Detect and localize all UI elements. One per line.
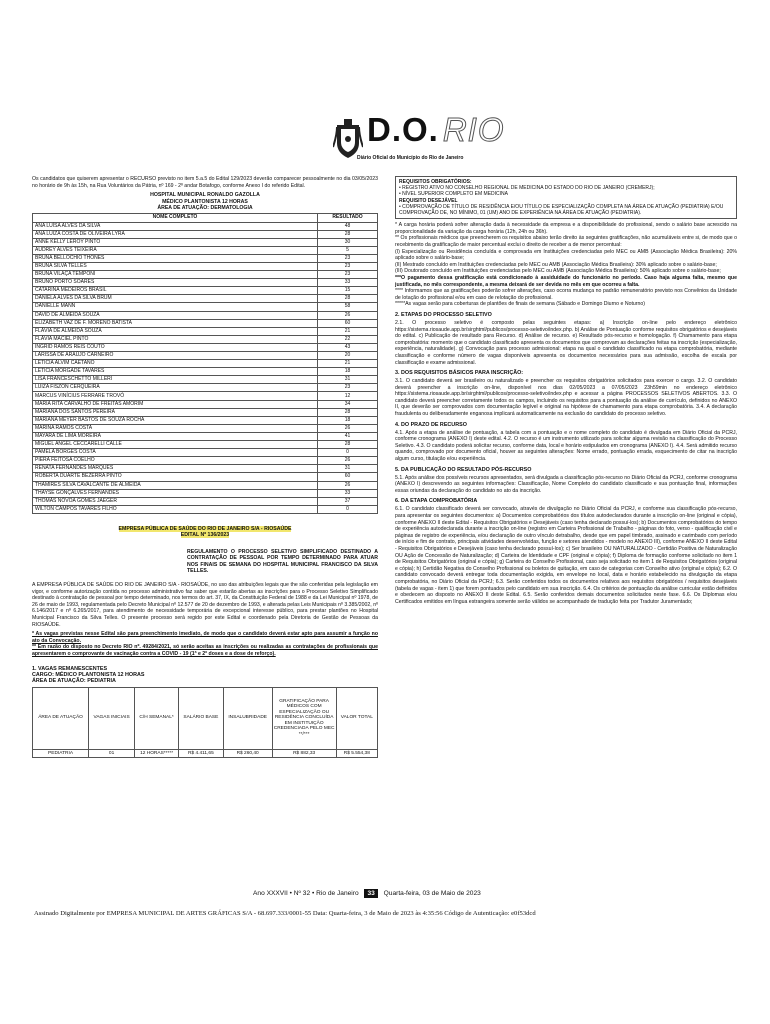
table-row <box>33 481 378 489</box>
table-row <box>33 287 378 295</box>
table-row <box>33 489 378 497</box>
table-row <box>33 400 378 408</box>
table-row <box>33 311 378 319</box>
candidate-name: RENATA FERNANDES MARQUES <box>33 465 318 473</box>
candidate-name: ANA LUIZA COSTA DE OLIVEIRA LYRA <box>33 230 318 238</box>
table-row <box>33 408 378 416</box>
candidate-result: 28 <box>318 230 378 238</box>
candidate-result: 22 <box>318 335 378 343</box>
table-row <box>33 343 378 351</box>
vagas-cell-salario: R$ 4.411,65 <box>179 749 224 758</box>
candidate-result: 26 <box>318 311 378 319</box>
candidate-name: BRUNA SILVA TELLES <box>33 262 318 270</box>
note-gratificacao: ** Os profissionais médicos que preencherem os requisitos abaixo terão direito às seguintes gratificações, não acumuláveis entre si, de modo que o recebimento da gratificação de maior percentual exclui o direito de receber a de menor percentual: <box>395 235 737 248</box>
left-column <box>32 176 378 758</box>
table-row <box>33 360 378 368</box>
candidate-name: THOMÁS NÓVOA GOMES JAEGER <box>33 497 318 505</box>
results-table-body <box>33 222 378 513</box>
candidate-result: 60 <box>318 473 378 481</box>
table-row <box>33 352 378 360</box>
page-footer <box>253 889 481 898</box>
footer-date: Quarta-feira, 03 de Maio de 2023 <box>383 890 481 897</box>
candidate-result: 21 <box>318 327 378 335</box>
note-doutorado: (III) Doutorado concluído em Instituições credenciadas pelo MEC ou AMB (Associação Médica Brasileira): 50% aplicado sobre o salário-base; <box>395 268 721 275</box>
candidate-name: LETICIA MORGADE TAVARES <box>33 368 318 376</box>
table-row <box>33 457 378 465</box>
body-paragraph: A EMPRESA PÚBLICA DE SAÚDE DO RIO DE JANEIRO S/A - RIOSAÚDE, no uso das atribuições legais que the são conferidas pela legislação em vigor, e conforme autorização contida no processo administrativo faz saber que estarão abertas as inscrições para o Processo Seletivo Simplificado destinado à contratação de pessoal por tempo determinado, nos termos do art. 37, IX, da Constituição Federal de 1988 e da Lei Municipal nº 1978, de 26 de maio de 1993, regulamentada pelo Decreto Municipal nº 12.577 de 20 de dezembro de 1993, e alterada pelas Leis Municipais nº 3.385/2002, nº 6.146/2017 e nº 6.265/2017, para atendimento de necessidade temporária de excepcional interesse público, para prestar plantões no Hospital Municipal Francisco da Silva Telles. O presente processo será regido por este Edital e coordenado pela Diretoria de Gestão de Pessoas da RIOSAÚDE. <box>32 582 378 628</box>
table-row <box>33 254 378 262</box>
candidate-result: 31 <box>318 376 378 384</box>
vagas-cell-gratificacao: R$ 882,33 <box>272 749 336 758</box>
table-row <box>33 335 378 343</box>
table-row <box>33 505 378 513</box>
vagas-col-ch: C/H SEMANAL* <box>135 687 179 749</box>
candidate-name: LISA FRANCESCHETTO MILLERI <box>33 376 318 384</box>
candidate-name: FLÁVIA MACIEL PINTO <box>33 335 318 343</box>
candidate-name: MARCUS VINÍCIUS FERRARE TROVÓ <box>33 392 318 400</box>
vagas-col-total: VALOR TOTAL <box>336 687 377 749</box>
candidate-result: 5 <box>318 246 378 254</box>
note-especializacao: (I) Especialização ou Residência concluída e comprovada em Instituições credenciadas pelo MEC ou AMB (Associação Médica Brasileira): 20% aplicado sobre o salário-base; <box>395 248 737 262</box>
candidate-result: 48 <box>318 222 378 230</box>
candidate-name: ANNE KELLY LEROY PINTO <box>33 238 318 246</box>
candidate-name: AUDREY ALVES TEIXEIRA <box>33 246 318 254</box>
col-header-name: NOME COMPLETO <box>33 214 318 222</box>
candidate-name: FLÁVIA DE ALMEIDA SOUZA <box>33 327 318 335</box>
candidate-name: BRUNA BELLOCHIO THONES <box>33 254 318 262</box>
candidate-result: 12 <box>318 392 378 400</box>
candidate-name: DANIELA ALVES DA SILVA BRUM <box>33 295 318 303</box>
table-row <box>33 473 378 481</box>
table-row <box>33 327 378 335</box>
vagas-cell-iniciais: 01 <box>89 749 135 758</box>
candidate-name: ANA LUÍSA ALVES DA SILVA <box>33 222 318 230</box>
candidate-name: MARIANA DOS SANTOS PEREIRA <box>33 408 318 416</box>
candidate-result: 18 <box>318 368 378 376</box>
note-1: * As vagas previstas nesse Edital são para preenchimento imediato, de modo que o candidato deverá estar apto para assumir a função no ato da Convocação. <box>32 631 378 644</box>
note-mestrado: (II) Mestrado concluído em Instituições credenciadas pelo MEC ou AMB (Associação Médica Brasileira): 30% aplicado sobre o salário-base; <box>395 261 717 268</box>
section-2-body: 2.1. O processo seletivo é composto pelas seguintes etapas: a) Inscrição on-line pelo endereço eletrônico https://sistema.riosaude.app.br/sirghtml/publicos/processo-seletivo/index.php. b) Análise de Pontuação conforme requisitos obrigatórios e desejáveis do edital. c) Publicação de resultado para Recurso. d) Análise de recurso. e) Resultado pós-recurso e homologação. f) Chamamento para etapa comprobatória: momento que o candidato classificado apresenta os documentos que comprovam as declarações feitas na inscrição (especialização, experiência, naturalidade). g) Convocação para processo admissional: etapa na qual o candidato classificado na etapa comprobatória, mediante classificação e conforme número de vagas disponíveis apresenta os documentos necessários para sua admissão, escolha de escala por classificação e exame admissional. <box>395 319 737 366</box>
req-item-2: • NÍVEL SUPERIOR COMPLETO EM MEDICINA <box>399 191 508 198</box>
vagas-table <box>32 687 378 759</box>
masthead-title-rio: RIO <box>442 111 505 148</box>
desirable-heading: REQUISITO DESEJÁVEL <box>399 197 458 204</box>
vagas-cell-ch: 12 HORAS***** <box>135 749 179 758</box>
section-3-body: 3.1. O candidato deverá ser brasileiro ou naturalizado e preencher os requisitos obrigatórios solicitados para exercer o cargo. 3.2. O candidato deverá preencher a inscrição on-line, disponível nos dias 02/05/2023 a 07/05/2023 23h59min no endereço eletrônico https://sistema.riosaude.app.br/sirghtml/publicos/processo-seletivo/index.php e acessar a página PROCESSOS SELETIVOS ABERTOS. 3.3. O candidato deverá preencher corretamente todos os campos, incluindo os requisitos para a pontuação da análise de currículo, definidos no ANEXO II, que deverão ser comprovados com documentação legível e original na hipótese de chamamento para etapa comprobatória. 3.4. A declaração fraudulenta ou deliberadamente enganosa implicará automaticamente na exclusão do candidato do processo seletivo. <box>395 378 737 418</box>
candidate-name: ROBERTA DUARTE BEZERRA PINTO <box>33 473 318 481</box>
table-row <box>33 262 378 270</box>
candidate-name: WILTON CAMPOS TAVARES FILHO <box>33 505 318 513</box>
candidate-result: 31 <box>318 465 378 473</box>
candidate-name: MIGUEL ANGEL CECCARELLI CALLE <box>33 441 318 449</box>
table-row <box>33 449 378 457</box>
vagas-heading-1: 1. VAGAS REMANESCENTES <box>32 665 108 672</box>
table-row <box>33 416 378 424</box>
candidate-name: CATARINA MEDEIROS BRASIL <box>33 287 318 295</box>
candidate-name: BRUNA VILAÇA TEMPONI <box>33 271 318 279</box>
table-row <box>33 441 378 449</box>
hospital-subtitle-1: MÉDICO PLANTONISTA 12 HORAS <box>162 198 248 205</box>
candidate-name: INGRID RAMOS REIS COUTO <box>33 343 318 351</box>
candidate-result: 60 <box>318 319 378 327</box>
candidate-name: MARIA RITA CARVALHO DE FREITAS AMORIM <box>33 400 318 408</box>
candidate-result: 58 <box>318 303 378 311</box>
table-row <box>33 376 378 384</box>
req-heading: REQUISITOS OBRIGATÓRIOS: <box>399 179 472 185</box>
candidate-result: 33 <box>318 279 378 287</box>
candidate-result: 26 <box>318 424 378 432</box>
candidate-result: 43 <box>318 343 378 351</box>
candidate-name: THAMIRES SILVA CAVALCANTE DE ALMEIDA <box>33 481 318 489</box>
section-5-heading: 5. DA PUBLICAÇÃO DO RESULTADO PÓS-RECURSO <box>395 466 532 473</box>
masthead <box>333 111 513 167</box>
candidate-result: 37 <box>318 497 378 505</box>
candidate-result: 28 <box>318 408 378 416</box>
masthead-subtitle: Diário Oficial do Município do Rio de Janeiro <box>357 155 464 161</box>
intro-paragraph: Os candidatos que quiserem apresentar o RECURSO previsto no item 5.a.5 do Edital 129/2023 deverão comparecer pessoalmente no dia 03/05/2023 no horário de 9h às 15h, na Rua Voluntários da Pátria, nº 169 - 2º andar Botafogo, conforme Anexo I do referido Edital. <box>32 176 378 189</box>
candidate-name: ELIZABETH VAZ DE F. MORENO BATISTA <box>33 319 318 327</box>
candidate-result: 18 <box>318 416 378 424</box>
table-row <box>33 222 378 230</box>
candidate-result: 0 <box>318 449 378 457</box>
candidate-result: 28 <box>318 441 378 449</box>
note-pagamento: ***O pagamento dessa gratificação está condicionado à assiduidade do funcionário no período. Caso haja alguma falta, mesmo que justificada, no mês correspondente, a mesma deixará de ser devida no mês em que ocorreu a falta. <box>395 274 737 288</box>
candidate-result: 23 <box>318 262 378 270</box>
desirable-item-1: • COMPROVAÇÃO DE TÍTULO DE RESIDÊNCIA E/OU TÍTULO DE ESPECIALIZAÇÃO COMPLETA NA ÁREA DE ATUAÇÃO (PEDIATRIA) E/OU COMPROVAÇÃO DE, NO MÍNIMO, 01 (UM) ANO DE EXPERIÊNCIA NA ÁREA DE ATUAÇÃO (PEDIATRIA). <box>399 203 724 217</box>
candidate-name: MARINA RAMOS COSTA <box>33 424 318 432</box>
candidate-result: 28 <box>318 295 378 303</box>
candidate-result: 23 <box>318 271 378 279</box>
table-row <box>33 424 378 432</box>
vagas-cell-area: PEDIATRIA <box>33 749 89 758</box>
table-row <box>33 271 378 279</box>
table-row <box>33 368 378 376</box>
candidate-result: 23 <box>318 254 378 262</box>
candidate-name: DANIELLE MANN <box>33 303 318 311</box>
candidate-result: 26 <box>318 457 378 465</box>
col-header-result: RESULTADO <box>318 214 378 222</box>
table-row <box>33 432 378 440</box>
candidate-name: LETICIA ALVIM CAETANO <box>33 360 318 368</box>
section-5-body: 5.1. Após análise dos possíveis recursos apresentados, será divulgada a classificação pós-recurso no Diário Oficial da PCRJ, conforme cronograma (ANEXO I) descrevendo as seguintes informações: Classificação, Nome Completo do candidato classificado e sua pontuação final, informações essas oriundas da declaração do candidato no ato da inscrição. <box>395 474 737 494</box>
empresa-title: EMPRESA PÚBLICA DE SAÚDE DO RIO DE JANEIRO S/A - RIOSAÚDE <box>118 525 292 532</box>
table-row <box>33 238 378 246</box>
section-2-heading: 2. ETAPAS DO PROCESSO SELETIVO <box>395 311 492 318</box>
vagas-col-gratificacao: GRATIFICAÇÃO PARA MÉDICOS COM ESPECIALIZAÇÃO OU RESIDÊNCIA CONCLUÍDA EM INSTITUIÇÃO CREDENCIADA PELO MEC **/*** <box>272 687 336 749</box>
candidate-result: 26 <box>318 481 378 489</box>
results-table <box>32 213 378 513</box>
digital-signature: Assinado Digitalmente por EMPRESA MUNICIPAL DE ARTES GRÁFICAS S/A - 68.697.333/0001-55 Data: Quarta-feira, 3 de Maio de 2023 às 4:35:56 Código de Autenticação: e0f53dcd <box>34 910 536 917</box>
note-plantoes: *****As vagas serão para coberturas de plantões de finais de semana (Sábado e Domingo Diurno e Noturno) <box>395 301 646 308</box>
req-item-1: • REGISTRO ATIVO NO CONSELHO REGIONAL DE MEDICINA DO ESTADO DO RIO DE JANEIRO (CREMERJ); <box>399 185 655 192</box>
page-number: 33 <box>364 889 377 898</box>
table-row <box>33 392 378 400</box>
masthead-title <box>367 111 505 149</box>
section-6-body: 6.1. O candidato classificado deverá ser convocado, através de divulgação no Diário Oficial da PCRJ, e conforme sua classificação pós-recurso, para apresentar os seguintes documentos: a) Documentos comprobatórios dos títulos autodeclarados durante a inscrição on-line (original e cópia), conforme ANEXO II deste Edital - Requisitos Obrigatórios e Desejáveis (caso tenha declarado possuí-los); b) Documentos comprobatórios do tempo de experiência autodeclarada durante a inscrição on-line (registro em Carteira Profissional de Trabalho - páginas do foto, verso - qualificação civil e páginas de registro de experiência, e/ou declaração de outro vínculo detrabalho, desde que em papel timbrado, assinado e carimbado com período de início e fim de contrato, principais atividades desenvolvidas, função e setores atendidos - modelo no ANEXO III), conforme ANEXO II deste Edital - Requisitos Obrigatórios e Desejáveis (caso tenha declarado possuí-los); c) Ser brasileiro OU NATURALIZADO - Certidão Positiva de Naturalização OU Ação de Concessão de Naturalização; d) Carteira de Identidade e CPF (original e cópia); f) Diploma de formação conforme solicitado no item 1 de Requisitos Obrigatórios (original e cópia); g) Carteira do Conselho Profissional, caso seja solicitado no item 1 de Requisitos Obrigatórios (original e cópia); h) Certidão Negativa do Conselho Profissional ou boletos de quitação, em caso de categorias com Conselho ativo (original e cópia); 6.2. O candidato convocado deverá entregar toda documentação exigida, em envelope no local, data e horário estabelecido na divulgação da etapa comprobatória, no Diário Oficial da PCRJ; 6.3. Serão conferidos todos os documentos relativos aos requisitos obrigatórios / requisitos desejáveis (tabela de vagas - item 1) que forem pontuados pelo candidato em sua inscrição. 6.4. Os critérios de pontuação da análise curricular estão definidos e obedecem ao disposto no ANEXO II deste Edital. 6.5. Serão conferidos demais documentos solicitados neste fase. 6.6. Os Diplomas e/ou Certificados emitidos em língua estrangeira somente serão válidos se acompanhado de tradução feita por Tradutor Juramentado; <box>395 506 737 605</box>
candidate-name: MAYARA DE LIMA MOREIRA <box>33 432 318 440</box>
edital-number: EDITAL Nº 136/2023 <box>180 532 230 539</box>
table-row <box>33 303 378 311</box>
vagas-col-area: ÁREA DE ATUAÇÃO <box>33 687 89 749</box>
footer-edition: Ano XXXVII • Nº 32 • Rio de Janeiro <box>253 890 359 897</box>
candidate-name: LUIZA FISZON CERQUEIRA <box>33 384 318 392</box>
candidate-result: 21 <box>318 360 378 368</box>
note-alteracoes: **** Informamos que as gratificações poderão sofrer alterações, caso ocorra mudança no padrão remuneratório previsto nos Convênios da Unidade de lotação do profissional e/ou em caso de relotação do profissional. <box>395 288 737 301</box>
candidate-name: PAMELA BORGES COSTA <box>33 449 318 457</box>
candidate-name: LARISSA DE ARAÚJO CARNEIRO <box>33 352 318 360</box>
vagas-col-salario: SALÁRIO BASE <box>179 687 224 749</box>
vagas-heading-2: CARGO: MÉDICO PLANTONISTA 12 HORAS <box>32 671 145 678</box>
note-2: ** Em razão do disposto no Decreto RIO nº. 49284/2021, só serão aceitas as inscrições ou realizadas as contratações de profissionais que apresentarem o comprovante de vacinação contra a COVID - 19 (1ª e 2ª doses e a dose de reforço). <box>32 644 378 657</box>
vagas-cell-insalubridade: R$ 260,40 <box>223 749 272 758</box>
hospital-title: HOSPITAL MUNICIPAL RONALDO GAZOLLA <box>150 192 260 199</box>
candidate-result: 15 <box>318 287 378 295</box>
candidate-name: MARIANA MEYER BASTOS DE SOUZA ROCHA <box>33 416 318 424</box>
section-6-heading: 6. DA ETAPA COMPROBATÓRIA <box>395 498 478 505</box>
candidate-result: 34 <box>318 400 378 408</box>
candidate-name: BRUNO PORTO SOARES <box>33 279 318 287</box>
table-row <box>33 230 378 238</box>
candidate-result: 30 <box>318 238 378 246</box>
candidate-result: 41 <box>318 432 378 440</box>
candidate-result: 23 <box>318 384 378 392</box>
section-4-heading: 4. DO PRAZO DE RECURSO <box>395 421 467 428</box>
candidate-result: 0 <box>318 505 378 513</box>
candidate-name: PIERA FEITOSA COELHO <box>33 457 318 465</box>
candidate-result: 33 <box>318 489 378 497</box>
table-row <box>33 279 378 287</box>
note-carga: * A carga horária poderá sofrer alteração dada à necessidade da empresa e a disponibilidade do profissional, sendo o salário base acrescido na proporcionalidade da variação da carga horária (12h, 24h ou 36h). <box>395 222 737 235</box>
vagas-heading-3: ÁREA DE ATUAÇÃO: PEDIATRIA <box>32 677 116 684</box>
candidate-result: 20 <box>318 352 378 360</box>
document-page <box>28 108 744 932</box>
masthead-title-do: D.O. <box>367 111 439 148</box>
right-column <box>395 176 737 608</box>
section-4-body: 4.1. Após a etapa de análise de pontuação, a tabela com a pontuação e o nome completo do candidato é divulgada em Diário Oficial da PCRJ, conforme cronograma (ANEXO I) deste edital. 4.2. O recurso é um instrumento utilizado para solicitar alguma revisão na classificação do Processo Seletivo. 4.3. O candidato poderá solicitar recurso, conforme data, local e horário estipulados em cronograma (ANEXO I). 4.4. Será admitido recurso quando, comprovado por documento oficial, houver as seguintes alterações: Nome errado, pontuação errada, esquecimento de citar na inscrição algum curso, titulação e/ou experiência. <box>395 429 737 463</box>
table-row <box>33 497 378 505</box>
vagas-col-insalubridade: INSALUBRIDADE <box>223 687 272 749</box>
table-row <box>33 384 378 392</box>
hospital-subtitle-2: ÁREA DE ATUAÇÃO: DERMATOLOGIA <box>157 205 253 211</box>
candidate-name: THAYSE GONÇALVES FERNANDES <box>33 489 318 497</box>
table-row <box>33 465 378 473</box>
table-row <box>33 246 378 254</box>
requirements-box <box>395 176 737 219</box>
table-row <box>33 319 378 327</box>
vagas-col-iniciais: VAGAS INICIAIS <box>89 687 135 749</box>
city-crest-icon <box>333 117 363 159</box>
vagas-cell-total: R$ 5.554,38 <box>336 749 377 758</box>
section-3-heading: 3. DOS REQUISITOS BÁSICOS PARA INSCRIÇÃO: <box>395 370 524 377</box>
regulamento-paragraph: REGULAMENTO O PROCESSO SELETIVO SIMPLIFICADO DESTINADO A CONTRATAÇÃO DE PESSOAL POR TEMPO DETERMINADO PARA ATUAR NOS FINAIS DE SEMANA DO HOSPITAL MUNICIPAL FRANCISCO DA SILVA TELLES. <box>187 548 378 575</box>
candidate-name: DAVID DE ALMEIDA SOUZA <box>33 311 318 319</box>
table-row <box>33 295 378 303</box>
